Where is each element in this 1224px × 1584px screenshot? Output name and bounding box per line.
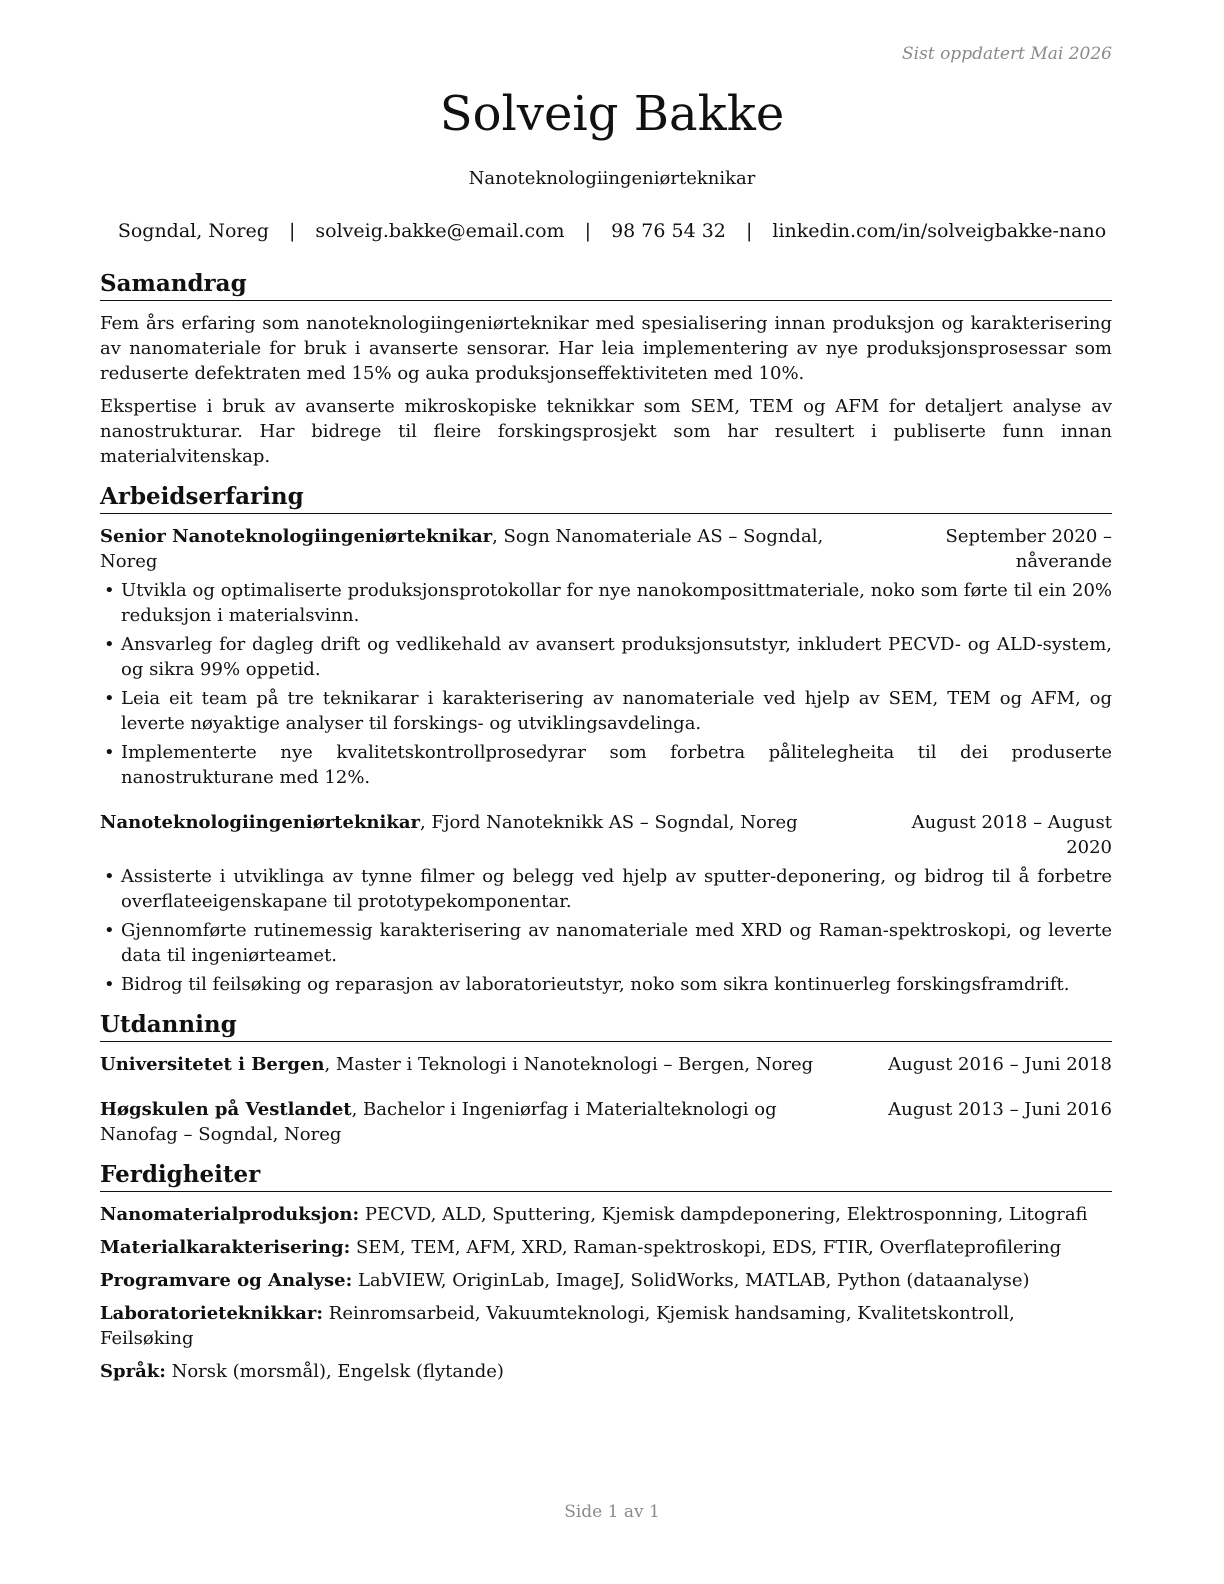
education-entry — [100, 1052, 1112, 1077]
job-dates: August 2018 – August 2020 — [911, 812, 1112, 858]
candidate-name: Solveig Bakke — [439, 86, 785, 142]
skill-label: Materialkarakterisering: — [100, 1237, 351, 1258]
job-company: , Sogn Nanomateriale AS – Sogndal, Noreg — [100, 526, 824, 572]
education-dates: August 2013 – Juni 2016 — [888, 1099, 1112, 1120]
education-title-line — [100, 1097, 880, 1147]
section-title-experience: Arbeidserfaring — [100, 483, 1112, 514]
job-bullets — [100, 578, 1112, 790]
job-bullet: • Gjennomførte rutinemessig karakterisering av nanomateriale med XRD og Raman-spektroskopi, og leverte data til ingeniørteamet. — [100, 918, 1112, 968]
skills-section — [100, 1161, 1112, 1384]
contact-separator: | — [584, 220, 592, 242]
section-title-skills: Ferdigheiter — [100, 1161, 1112, 1192]
job-entry — [100, 810, 1112, 997]
skill-label: Språk: — [100, 1361, 166, 1382]
skill-value: Reinromsarbeid, Vakuumteknologi, Kjemisk handsaming, Kvalitetskontroll, Feilsøking — [100, 1303, 1015, 1349]
skill-label: Laboratorieteknikkar: — [100, 1303, 324, 1324]
education-entry — [100, 1097, 1112, 1147]
page-number: Side 1 av 1 — [564, 1502, 660, 1522]
skill-value: PECVD, ALD, Sputtering, Kjemisk dampdeponering, Elektrosponning, Litografi — [359, 1204, 1088, 1225]
contact-separator: | — [745, 220, 753, 242]
candidate-role: Nanoteknologiingeniørteknikar — [468, 168, 756, 189]
job-bullet: • Utvikla og optimaliserte produksjonsprotokollar for nye nanokomposittmateriale, noko som førte til ein 20% reduksjon i materialsvinn. — [100, 578, 1112, 628]
job-position: Nanoteknologiingeniørteknikar — [100, 812, 420, 833]
job-bullet: • Ansvarleg for dagleg drift og vedlikehald av avansert produksjonsutstyr, inkludert PECVD- og ALD-system, og sikra 99% oppetid. — [100, 632, 1112, 682]
skill-row — [100, 1235, 1112, 1260]
resume-content — [100, 270, 1112, 1398]
education-section — [100, 1011, 1112, 1147]
contact-phone[interactable]: 98 76 54 32 — [611, 220, 726, 242]
contact-location: Sogndal, Noreg — [117, 220, 269, 242]
contact-line — [0, 220, 1224, 242]
skill-value: LabVIEW, OriginLab, ImageJ, SolidWorks, MATLAB, Python (dataanalyse) — [352, 1270, 1030, 1291]
skill-label: Programvare og Analyse: — [100, 1270, 353, 1291]
contact-email[interactable]: solveig.bakke@email.com — [315, 220, 565, 242]
summary-section — [100, 270, 1112, 469]
education-dates: August 2016 – Juni 2018 — [888, 1054, 1112, 1075]
job-title-line — [100, 810, 880, 835]
contact-linkedin[interactable]: linkedin.com/in/solveigbakke-nano — [772, 220, 1107, 242]
job-bullet: • Assisterte i utviklinga av tynne filmer og belegg ved hjelp av sputter-deponering, og bidrog til å forbetre overflateeigenskapane til prototypekomponentar. — [100, 864, 1112, 914]
last-updated: Sist oppdatert Mai 2026 — [902, 44, 1112, 64]
job-position: Senior Nanoteknologiingeniørteknikar — [100, 526, 493, 547]
summary-paragraph: Fem års erfaring som nanoteknologiingeniørteknikar med spesialisering innan produksjon og karakterisering av nanomateriale for bruk i avanserte sensorar. Har leia implementering av nye produksjonsprosessar som reduserte defektraten med 15% og auka produksjonseffektiviteten med 10%. — [100, 313, 1112, 384]
education-detail: , Master i Teknologi i Nanoteknologi – Bergen, Noreg — [324, 1054, 814, 1075]
skill-label: Nanomaterialproduksjon: — [100, 1204, 360, 1225]
skill-row — [100, 1202, 1112, 1227]
education-title-line — [100, 1052, 880, 1077]
section-title-summary: Samandrag — [100, 270, 1112, 301]
job-bullet: • Leia eit team på tre teknikarar i karakterisering av nanomateriale ved hjelp av SEM, TEM og AFM, og leverte nøyaktige analyser til forskings- og utviklingsavdelinga. — [100, 686, 1112, 736]
skill-row — [100, 1359, 1112, 1384]
job-bullets — [100, 864, 1112, 997]
skill-value: SEM, TEM, AFM, XRD, Raman-spektroskopi, EDS, FTIR, Overflateprofilering — [350, 1237, 1062, 1258]
section-title-education: Utdanning — [100, 1011, 1112, 1042]
education-detail: , Bachelor i Ingeniørfag i Materialteknologi og Nanofag – Sogndal, Noreg — [100, 1099, 777, 1145]
skill-row — [100, 1301, 1112, 1351]
summary-paragraph: Ekspertise i bruk av avanserte mikroskopiske teknikkar som SEM, TEM og AFM for detaljert analyse av nanostrukturar. Har bidrege til fleire forskingsprosjekt som har resultert i publiserte funn innan materialvitenskap. — [100, 396, 1112, 467]
contact-separator: | — [288, 220, 296, 242]
skill-row — [100, 1268, 1112, 1293]
skill-value: Norsk (morsmål), Engelsk (flytande) — [165, 1361, 504, 1382]
job-header — [100, 524, 1112, 574]
job-bullet: • Implementerte nye kvalitetskontrollprosedyrar som forbetra pålitelegheita til dei produserte nanostrukturane med 12%. — [100, 740, 1112, 790]
job-dates: September 2020 – nåverande — [945, 526, 1112, 572]
job-header — [100, 810, 1112, 860]
job-company: , Fjord Nanoteknikk AS – Sogndal, Noreg — [419, 812, 798, 833]
job-entry — [100, 524, 1112, 790]
job-title-line — [100, 524, 880, 574]
education-school: Universitetet i Bergen — [100, 1054, 325, 1075]
job-bullet: • Bidrog til feilsøking og reparasjon av laboratorieutstyr, noko som sikra kontinuerleg forskingsframdrift. — [100, 972, 1112, 997]
experience-section — [100, 483, 1112, 997]
education-school: Høgskulen på Vestlandet — [100, 1099, 352, 1120]
